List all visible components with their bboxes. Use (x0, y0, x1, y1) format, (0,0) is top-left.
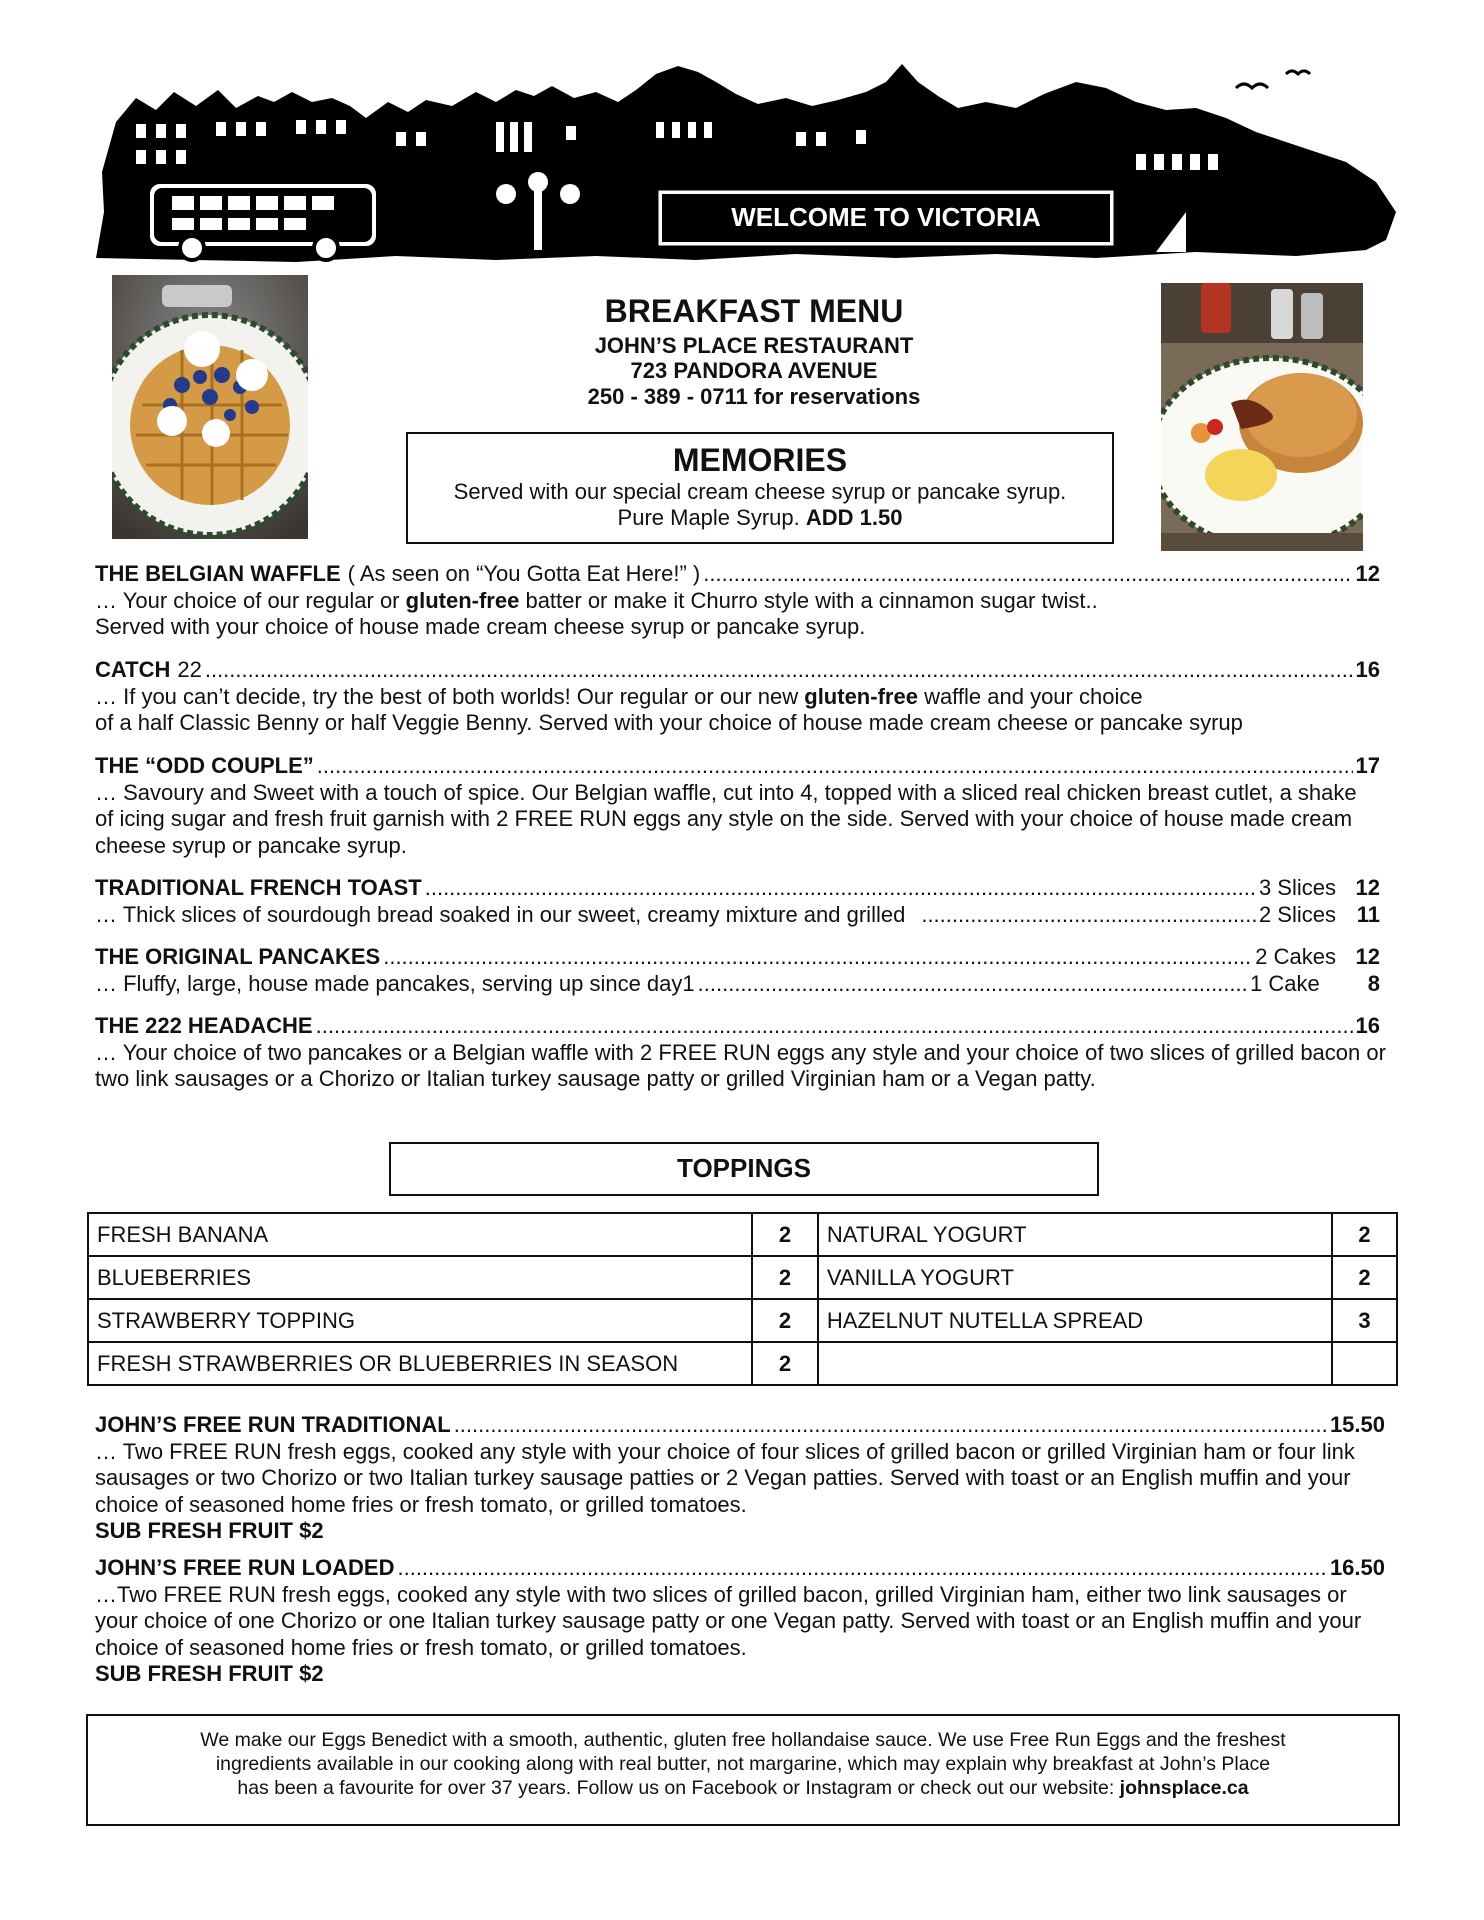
item-name: THE 222 HEADACHE (95, 1013, 313, 1038)
menu-item-odd-couple (95, 753, 1380, 859)
topping-name: FRESH STRAWBERRIES OR BLUEBERRIES IN SEASON (88, 1342, 752, 1385)
item-price: 17 (1355, 753, 1380, 778)
item-price: 11 (1356, 901, 1380, 927)
topping-price: 3 (1332, 1299, 1397, 1342)
footer-line: has been a favourite for over 37 years. Follow us on Facebook or Instagram or check out our website: johnsplace.ca (237, 1777, 1249, 1799)
item-price: 12 (1355, 875, 1380, 900)
memories-box (406, 432, 1114, 544)
topping-price (1332, 1342, 1397, 1385)
item-price: 16.50 (1329, 1555, 1385, 1580)
item-name: JOHN’S FREE RUN TRADITIONAL (95, 1412, 451, 1437)
dot-leader (425, 875, 1256, 902)
item-description: … Thick slices of sourdough bread soaked in our sweet, creamy mixture and grilled (95, 901, 906, 927)
menu-item-free-run-traditional (95, 1412, 1395, 1545)
menu-item-222-headache (95, 1013, 1386, 1093)
dot-leader (703, 561, 1352, 588)
item-qty: 2 Cakes (1255, 944, 1336, 969)
sub-fruit-note: SUB FRESH FRUIT $2 (95, 1518, 324, 1543)
menu-item-pancakes (95, 944, 1380, 997)
restaurant-name: JOHN’S PLACE RESTAURANT (594, 333, 914, 358)
topping-price: 2 (752, 1342, 818, 1385)
item-price: 15.50 (1329, 1412, 1385, 1437)
birds-icon (1236, 71, 1310, 88)
topping-name: FRESH BANANA (88, 1213, 752, 1256)
toppings-row (88, 1213, 1397, 1256)
item-description: … Your choice of our regular or gluten-free batter or make it Churro style with a cinnamon sugar twist.. (95, 587, 1098, 613)
toppings-row (88, 1256, 1397, 1299)
item-qty: 2 Slices (1258, 901, 1336, 927)
footer-note-box (86, 1714, 1400, 1826)
dot-leader (921, 902, 1256, 929)
menu-item-free-run-loaded (95, 1555, 1395, 1688)
topping-name (818, 1342, 1332, 1385)
topping-name: NATURAL YOGURT (818, 1213, 1332, 1256)
item-name: TRADITIONAL FRENCH TOAST (95, 875, 422, 900)
item-price: 16 (1355, 1013, 1380, 1038)
topping-price: 2 (752, 1213, 818, 1256)
item-description: …Two FREE RUN fresh eggs, cooked any style with two slices of grilled bacon, grilled Virginian ham, either two link sausages or your choice of one Chorizo or one Italian turkey sausage patty or one Vegan patty. Served with toast or an English muffin and your choice of seasoned home fries or fresh tomato, or grilled tomatoes. (95, 1581, 1362, 1660)
topping-price: 2 (1332, 1256, 1397, 1299)
item-description-line2: of a half Classic Benny or half Veggie Benny. Served with your choice of house made cream cheese or pancake syrup (95, 710, 1243, 735)
item-description: … Fluffy, large, house made pancakes, serving up since day1 (95, 970, 695, 996)
toppings-row (88, 1342, 1397, 1385)
footer-line: ingredients available in our cooking along with real butter, not margarine, which may explain why breakfast at John’s Place (215, 1753, 1271, 1775)
item-price: 12 (1355, 944, 1380, 969)
menu-item-belgian-waffle (95, 561, 1380, 641)
topping-price: 2 (752, 1299, 818, 1342)
item-name: JOHN’S FREE RUN LOADED (95, 1555, 395, 1580)
item-description: … Savoury and Sweet with a touch of spice. Our Belgian waffle, cut into 4, topped with a sliced real chicken breast cutlet, a shake of icing sugar and fresh fruit garnish with 2 FREE RUN eggs any style on the side. Served with your choice of house made cream cheese syrup or pancake syrup. (95, 779, 1357, 858)
toppings-row (88, 1299, 1397, 1342)
dot-leader (698, 971, 1247, 998)
item-name: THE ORIGINAL PANCAKES (95, 944, 381, 969)
restaurant-phone: 250 - 389 - 0711 for reservations (587, 384, 921, 409)
welcome-sign-text: WELCOME TO VICTORIA (731, 202, 1041, 232)
toppings-table (87, 1212, 1398, 1386)
item-price: 8 (1367, 970, 1380, 996)
item-price: 16 (1355, 657, 1380, 682)
toppings-title: TOPPINGS (389, 1142, 1099, 1196)
item-description: … If you can’t decide, try the best of both worlds! Our regular or our new gluten-free waffle and your choice (95, 683, 1143, 709)
menu-item-catch22 (95, 657, 1380, 737)
topping-name: STRAWBERRY TOPPING (88, 1299, 752, 1342)
website-link[interactable]: johnsplace.ca (1119, 1777, 1249, 1799)
dot-leader (454, 1412, 1327, 1439)
double-decker-bus (148, 182, 378, 260)
item-note: ( As seen on “You Gotta Eat Here!” ) (347, 561, 701, 586)
memories-syrup-note: Served with our special cream cheese syrup or pancake syrup. (453, 479, 1067, 504)
topping-name: HAZELNUT NUTELLA SPREAD (818, 1299, 1332, 1342)
item-description: … Your choice of two pancakes or a Belgian waffle with 2 FREE RUN eggs any style and your choice of two slices of grilled bacon or two link sausages or a Chorizo or Italian turkey sausage patty or grilled Virginian ham or a Vegan patty. (95, 1039, 1386, 1091)
dot-leader (316, 1013, 1353, 1040)
item-note: 22 (177, 657, 202, 682)
item-name: THE BELGIAN WAFFLE (95, 561, 341, 586)
welcome-sign (656, 188, 1116, 248)
item-description-line2: Served with your choice of house made cream cheese syrup or pancake syrup. (95, 614, 866, 639)
item-name: THE “ODD COUPLE” (95, 753, 314, 778)
topping-name: VANILLA YOGURT (818, 1256, 1332, 1299)
item-name: CATCH (95, 657, 171, 682)
item-description: … Two FREE RUN fresh eggs, cooked any style with your choice of four slices of grilled bacon or grilled Virginian ham or four link sausages or two Chorizo or two Italian turkey sausage patties or 2 Vegan patties. Served with toast or an English muffin and your choice of seasoned home fries or fresh tomato, or grilled tomatoes. (95, 1438, 1355, 1517)
dot-leader (205, 657, 1353, 684)
dot-leader (397, 1555, 1326, 1582)
item-price: 12 (1355, 561, 1380, 586)
topping-price: 2 (752, 1256, 818, 1299)
dot-leader (317, 753, 1353, 780)
footer-line: We make our Eggs Benedict with a smooth, authentic, gluten free hollandaise sauce. We use Free Run Eggs and the freshest (200, 1729, 1286, 1751)
sub-fruit-note: SUB FRESH FRUIT $2 (95, 1661, 324, 1686)
victoria-skyline-banner (96, 62, 1396, 274)
restaurant-address: 723 PANDORA AVENUE (630, 358, 878, 383)
topping-name: BLUEBERRIES (88, 1256, 752, 1299)
menu-item-french-toast (95, 875, 1380, 928)
topping-price: 2 (1332, 1213, 1397, 1256)
item-qty: 3 Slices (1258, 875, 1336, 900)
memories-title: MEMORIES (672, 442, 848, 478)
item-qty: 1 Cake (1250, 970, 1320, 996)
maple-syrup-label: Pure Maple Syrup. (617, 505, 800, 530)
maple-syrup-price: ADD 1.50 (805, 505, 903, 530)
dot-leader (383, 944, 1252, 971)
menu-title: BREAKFAST MENU (604, 293, 904, 329)
memories-maple-note (408, 505, 1112, 531)
